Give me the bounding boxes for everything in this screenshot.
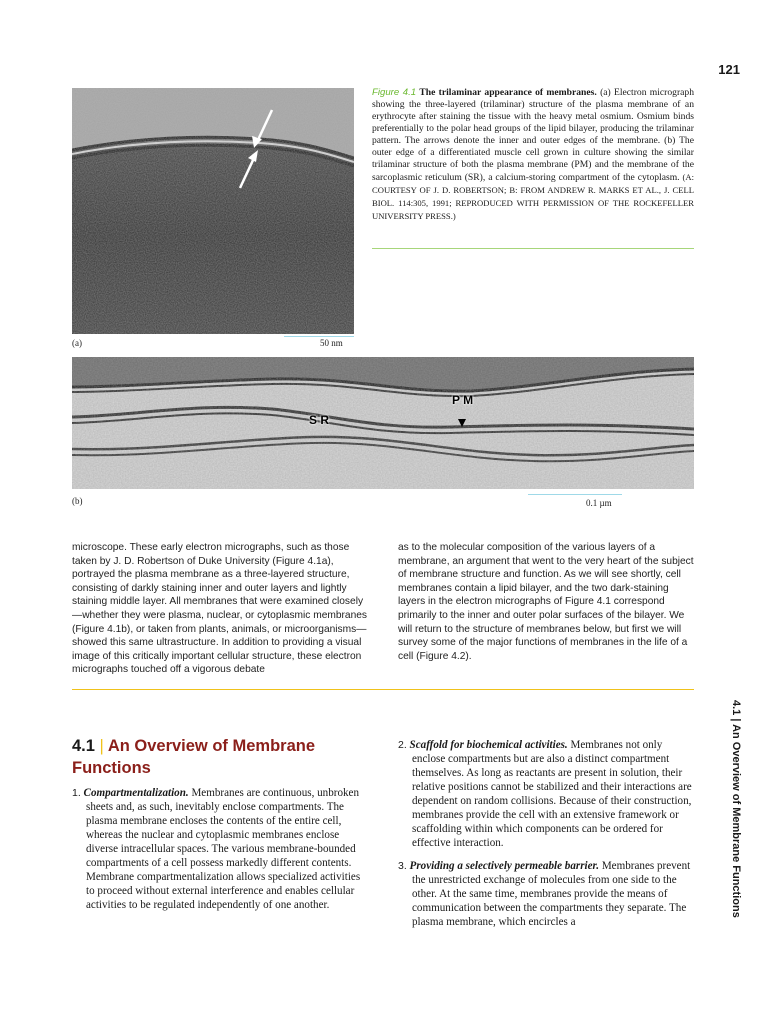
label-pm: P M: [452, 393, 474, 407]
scale-bar-a: [284, 336, 354, 337]
side-tab: [712, 700, 752, 940]
panel-a-scale: 50 nm: [320, 338, 343, 348]
side-tab-text: 4.1 | An Overview of Membrane Functions: [730, 700, 742, 918]
item-text: Membranes are continuous, unbroken sheets and, as such, inevitably enclose compartments. The plasma membrane encloses the contents of the entire cell, whereas the nuclear and cytoplasmic membranes enclose diverse intracellular spaces. The various membrane-bounded compartments of a cell possess markedly different contents. Membrane compartmentalization allows specialized activities to proceed without external interference and enables cellular activities to be regulated independently of one another.: [86, 787, 361, 911]
item-lead: Compartmentalization.: [83, 787, 189, 799]
figure-caption-body: (a) Electron micrograph showing the three-layered (trilaminar) structure of the plasma membrane of an erythrocyte after staining the tissue with the heavy metal osmium. Osmium binds preferentially to the polar head groups of the lipid bilayer, producing the trilaminar pattern. The arrows denote the inner and outer edges of the membrane. (b) The outer edge of a differentiated muscle cell grown in culture showing the similar trilaminar structure of both the plasma membrane (PM) and the membrane of the sarcoplasmic reticulum (SR), a calcium-storing compartment of the cytoplasm.: [372, 87, 694, 183]
item-lead: Scaffold for biochemical activities.: [409, 739, 568, 751]
section-title: An Overview of Membrane Functions: [72, 737, 316, 777]
section-heading: [72, 735, 372, 779]
item-number: 3.: [398, 860, 407, 872]
item-number: 2.: [398, 739, 407, 751]
section-separator: |: [99, 737, 104, 755]
item-text: Membranes not only enclose compartments but are also a distinct compartment themselves. As long as reactants are present in solution, their relative positions cannot be stabilized and their interactions are dependent on random collisions. Because of their construction, membranes provide the cell with an extensive framework or scaffolding within which components can be ordered for effective interaction.: [412, 739, 692, 849]
item-text: Membranes prevent the unrestricted exchange of molecules from one side to the other. At the same time, membranes provide the means of communication between the compartments they separate. The plasma membrane, which encircles a: [412, 860, 691, 928]
figure-credit: (A: COURTESY OF J. D. ROBERTSON; B: FROM ANDREW R. MARKS ET AL., J. CELL BIOL. 114:305, 1991; REPRODUCED WITH PERMISSION OF THE ROCKEFELLER UNIVERSITY PRESS.): [372, 172, 694, 221]
panel-b-scale: 0.1 µm: [586, 498, 612, 508]
section-divider: [72, 689, 694, 690]
micrograph-a-image: [72, 88, 354, 334]
panel-a-label: (a): [72, 338, 82, 348]
micrograph-b-image: [72, 357, 694, 489]
micrograph-b: [72, 357, 694, 489]
figure-title: The trilaminar appearance of membranes.: [419, 87, 597, 98]
list-item-compartmentalization: [72, 786, 370, 912]
figure-label: Figure 4.1: [372, 87, 417, 98]
body-paragraph-left: microscope. These early electron micrographs, such as those taken by J. D. Robertson of Duke University (Figure 4.1a), portrayed the plasma membrane as a three-layered structure, consisting of darkly staining inner and outer layers and lightly staining middle layer. All membranes that were examined closely—whether they were plasma, nuclear, or cytoplasmic membranes (Figure 4.1b), or taken from plants, animals, or microorganisms—showed this same ultrastructure. In addition to providing a visual image of this critically important cellular structure, these electron micrographs touched off a vigorous debate: [72, 542, 367, 676]
figure-caption: [372, 87, 694, 223]
caption-divider: [372, 248, 694, 249]
item-number: 1.: [72, 787, 81, 799]
item-lead: Providing a selectively permeable barrier.: [409, 860, 600, 872]
label-sr: S R: [309, 413, 330, 427]
page-number: 121: [718, 62, 740, 77]
micrograph-a: [72, 88, 354, 334]
scale-bar-b: [528, 494, 622, 495]
panel-b-label: (b): [72, 496, 83, 506]
body-paragraph-right: as to the molecular composition of the various layers of a membrane, an argument that went to the very heart of the subject of membrane structure and function. As we will see shortly, cell membranes contain a lipid bilayer, and the two dark-staining layers in the electron micrographs of Figure 4.1 correspond primarily to the inner and outer polar surfaces of the bilayer. We will return to the structure of membranes below, but first we will survey some of the major functions of membranes in the life of a cell (Figure 4.2).: [398, 542, 694, 662]
list-item-scaffold: [398, 738, 694, 850]
list-item-permeable-barrier: [398, 859, 694, 929]
section-number: 4.1: [72, 737, 95, 755]
